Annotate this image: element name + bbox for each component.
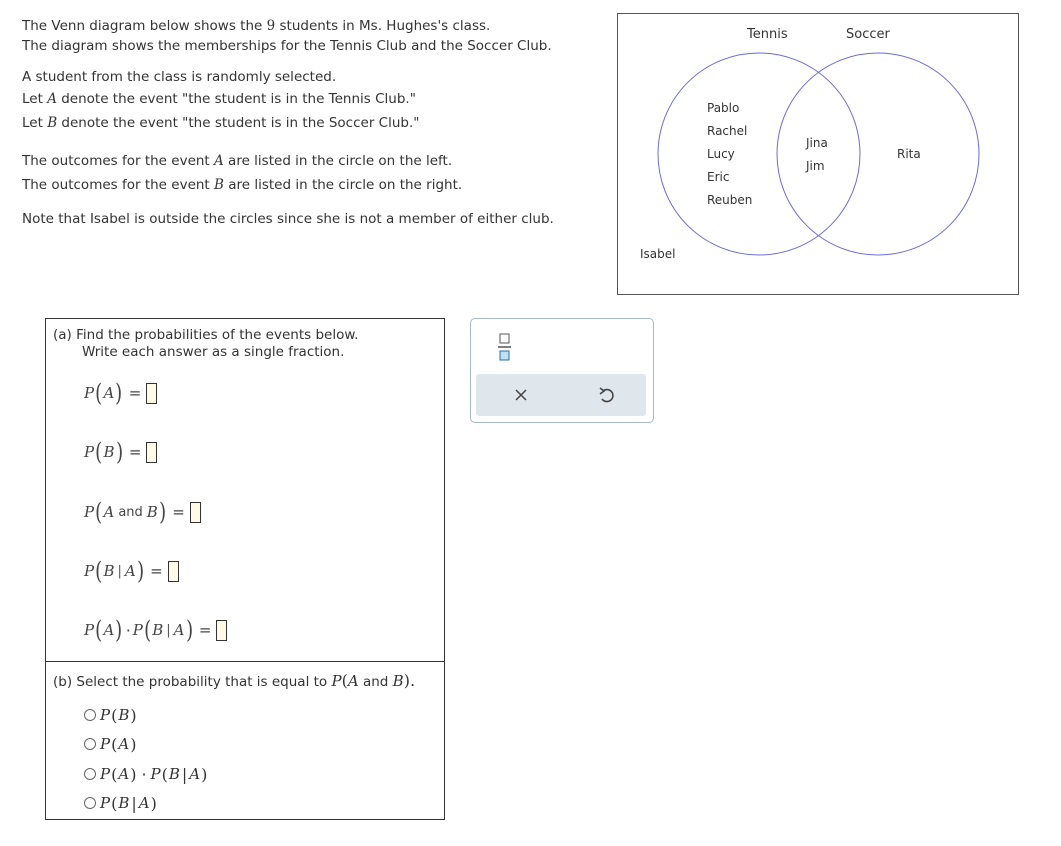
part-a-instruction-2: Write each answer as a single fraction. — [82, 344, 345, 360]
soccer-circle — [777, 53, 979, 255]
intro-line-1: The Venn diagram below shows the 9 students in Ms. Hughes's class. — [22, 18, 491, 34]
venn-item: Reuben — [707, 193, 753, 207]
answer-p-b[interactable] — [146, 442, 157, 463]
option-p-a[interactable]: P ( A ) — [84, 733, 137, 755]
undo-button[interactable] — [594, 382, 620, 408]
x-icon — [508, 382, 534, 408]
venn-item: Jim — [806, 159, 825, 173]
problem-intro — [22, 16, 592, 229]
intro-line-7: The outcomes for the event B are listed in the circle on the right. — [22, 177, 463, 193]
eq-p-a-and-b: P ( A and B ) = — [84, 497, 201, 527]
answer-p-b-given-a[interactable] — [168, 561, 179, 582]
intro-line-2: The diagram shows the memberships for the Tennis Club and the Soccer Club. — [22, 38, 552, 54]
eq-p-a: P ( A ) = — [84, 378, 157, 408]
radio-button[interactable] — [84, 738, 96, 750]
clear-button[interactable] — [508, 382, 534, 408]
answer-p-a-times-p-b-given-a[interactable] — [216, 620, 227, 641]
tennis-label: Tennis — [747, 27, 788, 42]
option-p-b-given-a[interactable]: P ( B | A ) — [84, 792, 158, 814]
eq-p-b: P ( B ) = — [84, 437, 157, 467]
intro-line-6: The outcomes for the event A are listed in the circle on the left. — [22, 153, 453, 169]
fraction-button[interactable] — [494, 331, 516, 365]
part-b-panel — [45, 661, 445, 820]
answer-p-a-and-b[interactable] — [190, 502, 201, 523]
fraction-icon — [494, 331, 516, 365]
venn-diagram — [617, 13, 1019, 295]
part-a-instruction: (a) Find the probabilities of the events below. — [53, 327, 359, 343]
venn-item: Jina — [806, 136, 828, 150]
intro-line-4: Let A denote the event "the student is in the Tennis Club." — [22, 91, 416, 107]
venn-item: Eric — [707, 170, 730, 184]
venn-item: Pablo — [707, 101, 740, 115]
venn-item: Rita — [897, 147, 921, 161]
venn-item: Lucy — [707, 147, 735, 161]
answer-p-a[interactable] — [146, 383, 157, 404]
intro-line-3: A student from the class is randomly selected. — [22, 69, 337, 85]
intro-line-8: Note that Isabel is outside the circles since she is not a member of either club. — [22, 211, 554, 227]
intro-line-5: Let B denote the event "the student is in the Soccer Club." — [22, 115, 420, 131]
eq-p-b-given-a: P ( B | A ) = — [84, 556, 179, 586]
tennis-circle — [658, 53, 860, 255]
math-toolbox — [470, 318, 654, 423]
soccer-label: Soccer — [846, 27, 890, 42]
toolbox-action-bar — [476, 374, 646, 416]
venn-item: Rachel — [707, 124, 748, 138]
radio-button[interactable] — [84, 797, 96, 809]
eq-p-a-times-p-b-given-a: P ( A ) · P ( B | A ) = — [84, 615, 227, 645]
part-b-prompt: (b) Select the probability that is equal to P(A and B). — [53, 671, 416, 690]
undo-icon — [594, 382, 620, 408]
radio-button[interactable] — [84, 768, 96, 780]
venn-item-outside: Isabel — [640, 247, 676, 261]
option-p-b[interactable]: P ( B ) — [84, 704, 138, 726]
part-a-panel — [45, 318, 445, 662]
radio-button[interactable] — [84, 709, 96, 721]
option-p-a-times-p-b-given-a[interactable]: P ( A ) · P ( B | A ) — [84, 763, 208, 785]
venn-circles — [618, 14, 1018, 294]
